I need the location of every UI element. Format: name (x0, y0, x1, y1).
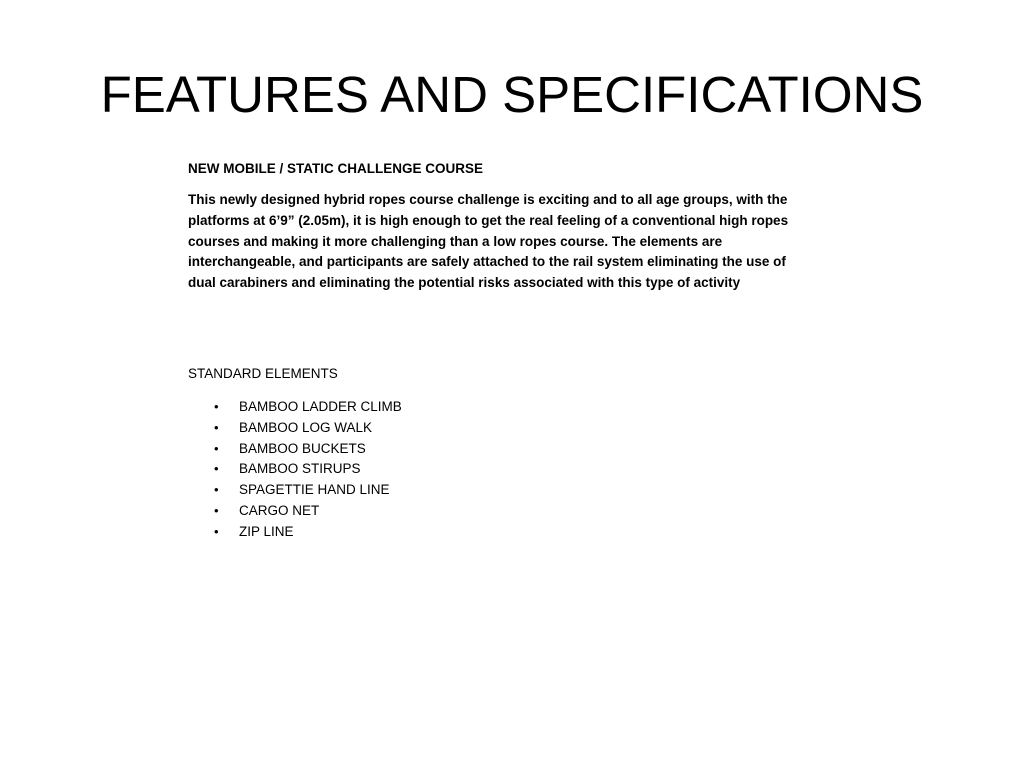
list-item (188, 418, 808, 439)
bullet-icon: • (214, 461, 219, 477)
list-item (188, 522, 808, 543)
list-item (188, 459, 808, 480)
list-item-label: BAMBOO STIRUPS (239, 461, 361, 477)
bullet-icon: • (214, 523, 219, 539)
list-item (188, 439, 808, 460)
standard-elements-heading: STANDARD ELEMENTS (188, 365, 338, 381)
list-item-label: BAMBOO BUCKETS (239, 440, 366, 456)
course-description: This newly designed hybrid ropes course challenge is exciting and to all age groups, with the platforms at 6’9” (2.05m), it is high enough to get the real feeling of a conventional high ropes courses and making it more challenging than a low ropes course. The elements are interchangeable, and participants are safely attached to the rail system eliminating the use of dual carabiners and eliminating the potential risks associated with this type of activity (188, 192, 789, 291)
list-item-label: SPAGETTIE HAND LINE (239, 482, 390, 498)
list-item-label: BAMBOO LADDER CLIMB (239, 398, 402, 414)
course-heading: NEW MOBILE / STATIC CHALLENGE COURSE (188, 161, 483, 176)
list-item-label: ZIP LINE (239, 523, 294, 539)
bullet-icon: • (214, 419, 219, 435)
bullet-icon: • (214, 398, 219, 414)
slide-title: FEATURES AND SPECIFICATIONS (100, 66, 924, 123)
list-item-label: BAMBOO LOG WALK (239, 419, 373, 435)
standard-elements-list (188, 397, 808, 543)
slide-content (188, 159, 808, 543)
bullet-icon: • (214, 440, 219, 456)
list-item (188, 480, 808, 501)
list-item (188, 501, 808, 522)
bullet-icon: • (214, 482, 219, 498)
list-item (188, 397, 808, 418)
list-item-label: CARGO NET (239, 502, 320, 518)
bullet-icon: • (214, 502, 219, 518)
